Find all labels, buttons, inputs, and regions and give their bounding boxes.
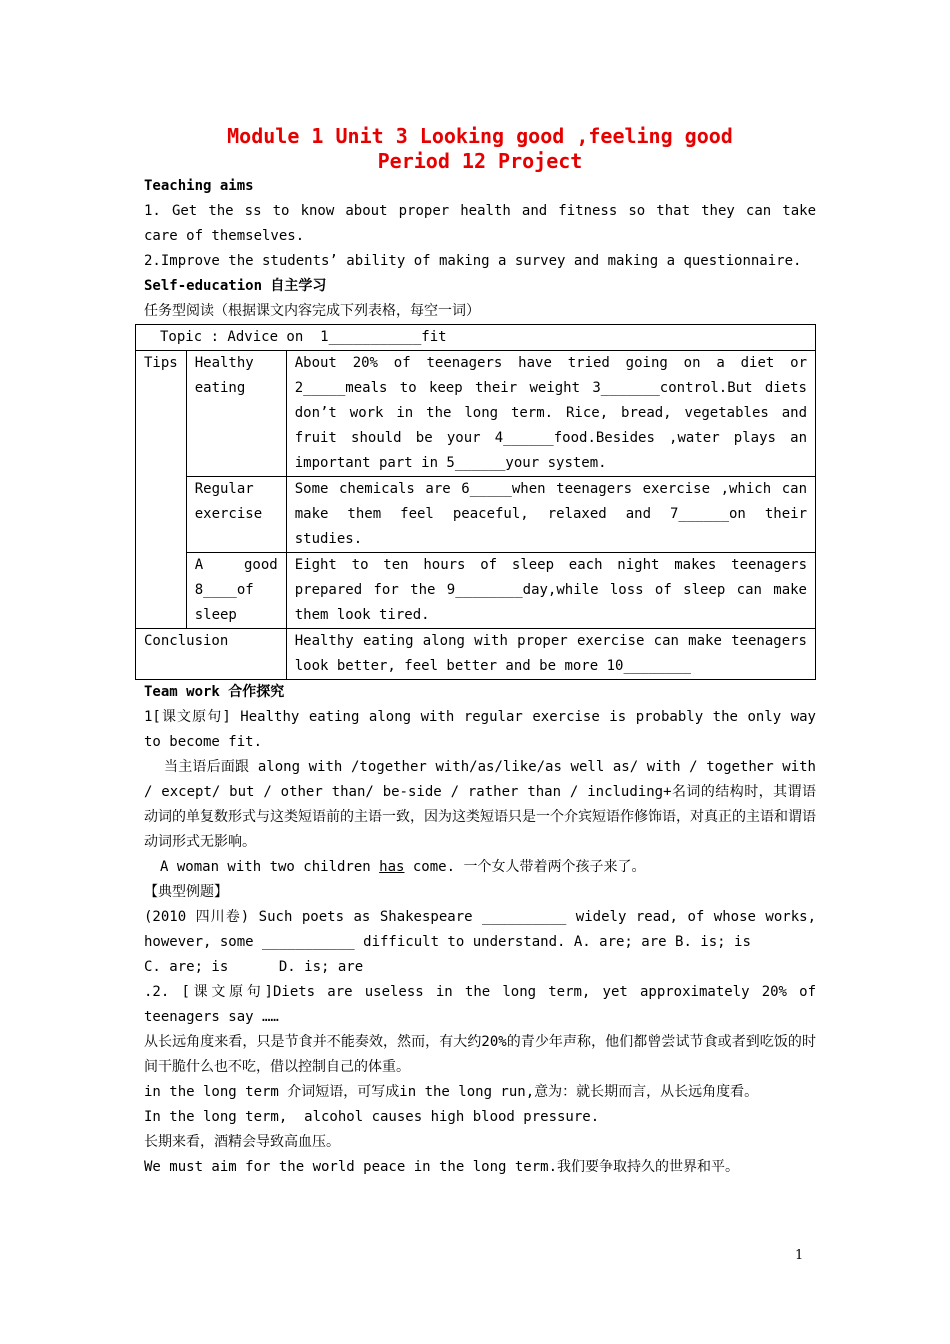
sleep-text: Eight to ten hours of sleep each night makes teenagers prepared for the 9________day,while loss of sleep can make them look tired. — [286, 553, 815, 629]
self-education-heading: Self-education 自主学习 — [144, 278, 327, 294]
example-post: come. 一个女人带着两个孩子来了。 — [404, 859, 646, 875]
sub-heading-healthy-eating: Healthy eating — [186, 351, 286, 477]
teaching-aim-1: 1. Get the ss to know about proper health and fitness so that they can take care of themselves. — [144, 203, 825, 244]
task-reading-table — [135, 324, 816, 680]
conclusion-text: Healthy eating along with proper exercise can make teenagers look better, feel better and be more 10________ — [286, 629, 815, 680]
team-work-paragraph-1: 1[课文原句] Healthy eating along with regular exercise is probably the only way to become fit. — [144, 709, 825, 750]
team-work-heading: Team work 合作探究 — [144, 684, 285, 700]
example-sentence — [144, 855, 816, 880]
exam-question-options: C. are; is D. is; are — [144, 959, 364, 975]
regular-exercise-text: Some chemicals are 6_____when teenagers exercise ,which can make them feel peaceful, relaxed and 7______on their studies. — [286, 477, 815, 553]
healthy-eating-text: About 20% of teenagers have tried going on a diet or 2_____meals to keep their weight 3_______control.But diets don’t work in the long term. Rice, bread, vegetables and fruit should be your 4______food.Besides ,water plays an important part in 5______your system. — [286, 351, 815, 477]
example-alcohol-translation: 长期来看，酒精会导致高血压。 — [144, 1134, 340, 1150]
team-work-paragraph-2: .2. [课文原句]Diets are useless in the long term, yet approximately 20% of teenagers say …… — [144, 984, 825, 1025]
exam-question: (2010 四川卷) Such poets as Shakespeare __________ widely read, of whose works, however, some ___________ difficult to understand. A. are; are B. is; is — [144, 909, 825, 950]
example-world-peace: We must aim for the world peace in the long term.我们要争取持久的世界和平。 — [144, 1159, 740, 1175]
document-page — [144, 124, 825, 1180]
phrase-explanation: in the long term 介词短语，可写成in the long run,意为：就长期而言，从长远角度看。 — [144, 1084, 759, 1100]
title-line-2: Period 12 Project — [377, 149, 583, 173]
teaching-aims-heading: Teaching aims — [144, 178, 254, 194]
title-line-1: Module 1 Unit 3 Looking good ,feeling good — [227, 124, 733, 148]
page-number: 1 — [795, 1248, 804, 1263]
translation-paragraph: 从长远角度来看，只是节食并不能奏效，然而，有大约20%的青少年声称，他们都曾尝试节食或者到吃饭的时间干脆什么也不吃，借以控制自己的体重。 — [144, 1034, 816, 1075]
example-alcohol: In the long term, alcohol causes high blood pressure. — [144, 1109, 600, 1125]
teaching-aim-2: 2.Improve the students’ ability of making a survey and making a questionnaire. — [144, 253, 802, 269]
table-topic: Topic : Advice on 1___________fit — [136, 325, 816, 351]
self-education-instruction: 任务型阅读（根据课文内容完成下列表格，每空一词） — [144, 303, 480, 319]
typical-examples-heading: 【典型例题】 — [144, 884, 228, 900]
example-pre: A woman with two children — [160, 859, 380, 875]
conclusion-label: Conclusion — [136, 629, 287, 680]
tips-label: Tips — [136, 351, 187, 629]
sub-heading-sleep: A good 8____of sleep — [186, 553, 286, 629]
example-underlined-verb: has — [379, 859, 405, 875]
grammar-explanation: 当主语后面跟 along with /together with/as/like/as well as/ with / together with / except/ but / other than/ be-side / rather than / including+名词的结构时，其谓语动词的单复数形式与这类短语前的主语一致，因为这类短语只是一个介宾短语作修饰语，对真正的主语和谓语动词形式无影响。 — [144, 759, 825, 850]
sub-heading-regular-exercise: Regular exercise — [186, 477, 286, 553]
